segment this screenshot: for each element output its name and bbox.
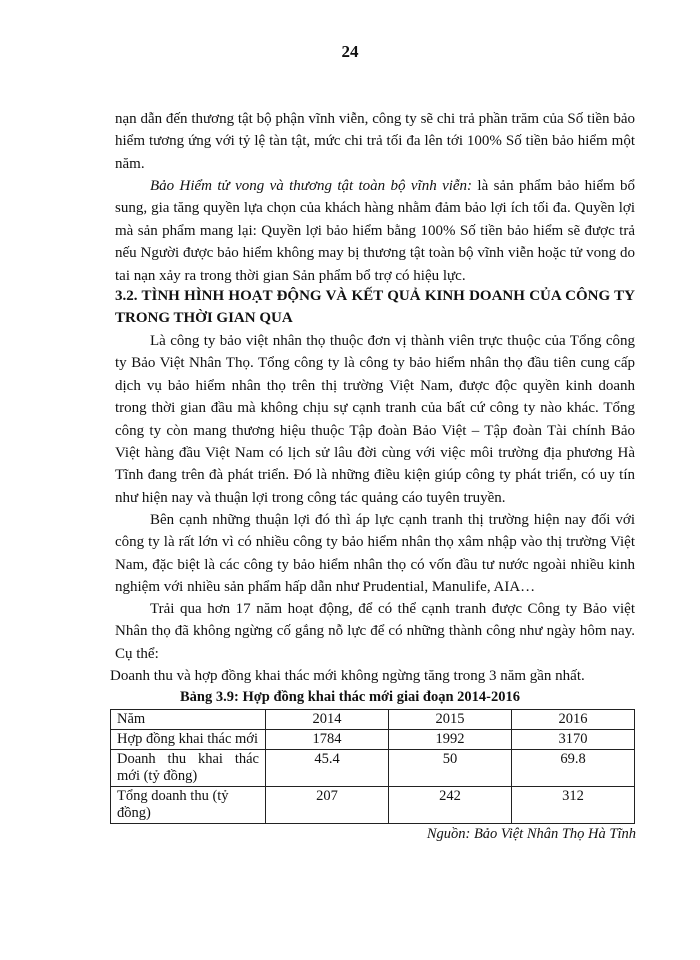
table-row bbox=[111, 750, 635, 787]
table-cell: 69.8 bbox=[512, 750, 635, 787]
table-row bbox=[111, 787, 635, 824]
table-cell: 312 bbox=[512, 787, 635, 824]
table-cell: 242 bbox=[389, 787, 512, 824]
table-source: Nguồn: Bảo Việt Nhân Thọ Hà Tĩnh bbox=[426, 826, 636, 842]
table-cell: 3170 bbox=[512, 730, 635, 750]
header-cell: 2016 bbox=[512, 710, 635, 730]
row-label: Hợp đồng khai thác mới bbox=[111, 730, 266, 750]
product-description: là sản phẩm bảo hiểm bổ sung, gia tăng quyền lựa chọn của khách hàng nhằm đảm bảo lợi ích tối đa. Quyền lợi mà sản phẩm mang lại: Quyền lợi bảo hiểm bằng 100% Số tiền bảo hiểm sẽ được trả nếu Người được bảo hiểm không may bị thương tật toàn bộ vĩnh viễn hoặc tử vong do tai nạn xảy ra trong thời gian Sản phẩm bổ trợ có hiệu lực. bbox=[115, 178, 636, 284]
paragraph-competition: Bên cạnh những thuận lợi đó thì áp lực cạnh tranh thị trường hiện nay đối với công ty là rất lớn vì có nhiều công ty bảo hiểm nhân thọ xâm nhập vào thị trường Việt Nam, đặc biệt là các công ty bảo hiểm nhân thọ có vốn đầu tư nước ngoài nhiều kinh nghiệm với nhiều sản phẩm hấp dẫn như Prudential, Manulife, AIA… bbox=[115, 512, 635, 596]
table-cell: 207 bbox=[266, 787, 389, 824]
paragraph-injury-benefit: nạn dẫn đến thương tật bộ phận vĩnh viễn, công ty sẽ chi trả phần trăm của Số tiền bảo hiểm tương ứng với tỷ lệ tàn tật, mức chi trả tối đa lên tới 100% Số tiền bảo hiểm một năm. bbox=[115, 111, 635, 172]
paragraph-company-intro: Là công ty bảo việt nhân thọ thuộc đơn vị thành viên trực thuộc của Tổng công ty Bảo Việt Nhân Thọ. Tổng công ty là công ty bảo hiểm nhân thọ đầu tiên cung cấp dịch vụ bảo hiểm nhân thọ trên thị trường Việt Nam, được độc quyền kinh doanh trong thời gian đầu mà không chịu sự cạnh tranh của bất cứ công ty nào khác. Tổng công ty còn mang thương hiệu thuộc Tập đoàn Bảo Việt – Tập đoàn Tài chính Bảo Việt hàng đầu Việt Nam có lịch sử lâu đời cùng với việc môi trường địa phương Hà Tĩnh đang trên đà phát triển. Đó là những điều kiện giúp công ty phát triển, có uy tín như hiện nay và thuận lợi trong công tác quảng cáo tuyên truyền. bbox=[115, 333, 635, 506]
paragraph-achievements: Trải qua hơn 17 năm hoạt động, để có thể cạnh tranh được Công ty Bảo việt Nhân thọ đã không ngừng cố gắng nỗ lực để có những thành công như ngày hôm nay. Cụ thể: bbox=[115, 601, 635, 662]
table-cell: 1992 bbox=[389, 730, 512, 750]
table-cell: 1784 bbox=[266, 730, 389, 750]
product-name-italic: Bảo Hiểm tử vong và thương tật toàn bộ vĩnh viễn: bbox=[150, 178, 473, 194]
table-cell: 50 bbox=[389, 750, 512, 787]
paragraph-revenue-growth: Doanh thu và hợp đồng khai thác mới không ngừng tăng trong 3 năm gần nhất. bbox=[110, 668, 585, 684]
header-cell: 2014 bbox=[266, 710, 389, 730]
header-cell: 2015 bbox=[389, 710, 512, 730]
section-heading: 3.2. TÌNH HÌNH HOẠT ĐỘNG VÀ KẾT QUẢ KINH DOANH CỦA CÔNG TY TRONG THỜI GIAN QUA bbox=[115, 288, 635, 327]
row-label: Tổng doanh thu (tỷ đồng) bbox=[111, 787, 266, 824]
row-label: Doanh thu khai thác mới (tỷ đồng) bbox=[111, 750, 266, 787]
table-header-row bbox=[111, 710, 635, 730]
table-caption: Bảng 3.9: Hợp đồng khai thác mới giai đoạn 2014-2016 bbox=[180, 689, 520, 705]
page-number: 24 bbox=[341, 42, 359, 61]
contracts-table bbox=[110, 709, 635, 824]
paragraph-death-disability-product bbox=[115, 175, 635, 287]
header-cell: Năm bbox=[111, 710, 266, 730]
table-cell: 45.4 bbox=[266, 750, 389, 787]
table-row bbox=[111, 730, 635, 750]
